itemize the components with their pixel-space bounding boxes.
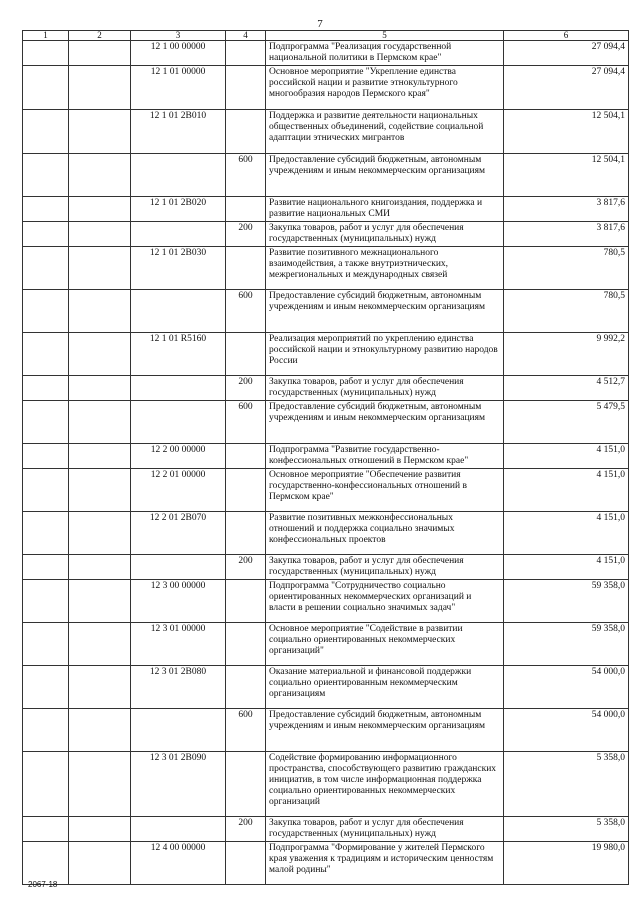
table-row — [23, 817, 629, 842]
cell-col2 — [69, 290, 131, 333]
table-row — [23, 752, 629, 817]
item-name: Закупка товаров, работ и услуг для обеспечения государственных (муниципальных) нужд — [266, 817, 504, 842]
cell-col1 — [23, 666, 69, 709]
cell-col2 — [69, 247, 131, 290]
item-name: Реализация мероприятий по укреплению единства российской нации и этнокультурному развитию народов России — [266, 333, 504, 376]
cell-col1 — [23, 197, 69, 222]
item-name: Предоставление субсидий бюджетным, автономным учреждениям и иным некоммерческим организациям — [266, 154, 504, 197]
target-article-code — [131, 709, 226, 752]
expense-type-code — [226, 580, 266, 623]
item-name: Предоставление субсидий бюджетным, автономным учреждениям и иным некоммерческим организациям — [266, 401, 504, 444]
amount: 9 992,2 — [504, 333, 629, 376]
item-name: Основное мероприятие "Обеспечение развития государственно-конфессиональных отношений в Пермском крае" — [266, 469, 504, 512]
column-number: 5 — [266, 31, 504, 41]
cell-col1 — [23, 41, 69, 66]
expense-type-code — [226, 752, 266, 817]
target-article-code: 12 1 01 00000 — [131, 66, 226, 110]
cell-col1 — [23, 154, 69, 197]
expense-type-code — [226, 469, 266, 512]
cell-col2 — [69, 333, 131, 376]
cell-col2 — [69, 154, 131, 197]
column-number: 6 — [504, 31, 629, 41]
cell-col1 — [23, 469, 69, 512]
cell-col2 — [69, 817, 131, 842]
expense-type-code: 600 — [226, 290, 266, 333]
amount: 4 151,0 — [504, 444, 629, 469]
expense-type-code: 200 — [226, 555, 266, 580]
item-name: Подпрограмма "Реализация государственной национальной политики в Пермском крае" — [266, 41, 504, 66]
item-name: Предоставление субсидий бюджетным, автономным учреждениям и иным некоммерческим организациям — [266, 709, 504, 752]
expense-type-code: 200 — [226, 817, 266, 842]
target-article-code — [131, 376, 226, 401]
column-number: 2 — [69, 31, 131, 41]
target-article-code: 12 2 01 00000 — [131, 469, 226, 512]
cell-col1 — [23, 333, 69, 376]
item-name: Развитие позитивных межконфессиональных отношений и поддержка социально значимых конфессиональных проектов — [266, 512, 504, 555]
table-row — [23, 154, 629, 197]
expense-type-code — [226, 842, 266, 885]
table-row — [23, 376, 629, 401]
item-name: Содействие формированию информационного пространства, способствующего развитию гражданских инициатив, в том числе информационная поддержка социально ориентированных некоммерческих организаций — [266, 752, 504, 817]
column-number: 4 — [226, 31, 266, 41]
cell-col2 — [69, 469, 131, 512]
cell-col1 — [23, 512, 69, 555]
budget-table — [22, 30, 629, 885]
amount: 780,5 — [504, 290, 629, 333]
cell-col2 — [69, 401, 131, 444]
target-article-code — [131, 222, 226, 247]
amount: 780,5 — [504, 247, 629, 290]
expense-type-code — [226, 333, 266, 376]
target-article-code: 12 1 01 2В010 — [131, 110, 226, 154]
table-row — [23, 290, 629, 333]
cell-col2 — [69, 709, 131, 752]
cell-col2 — [69, 752, 131, 817]
target-article-code: 12 3 00 00000 — [131, 580, 226, 623]
cell-col1 — [23, 290, 69, 333]
item-name: Основное мероприятие "Содействие в развитии социально ориентированных некоммерческих организаций" — [266, 623, 504, 666]
item-name: Подпрограмма "Формирование у жителей Пермского края уважения к традициям и историческим ценностям малой родины" — [266, 842, 504, 885]
cell-col2 — [69, 444, 131, 469]
amount: 27 094,4 — [504, 41, 629, 66]
amount: 4 151,0 — [504, 555, 629, 580]
target-article-code: 12 3 01 2В080 — [131, 666, 226, 709]
expense-type-code — [226, 247, 266, 290]
cell-col2 — [69, 512, 131, 555]
expense-type-code — [226, 110, 266, 154]
item-name: Закупка товаров, работ и услуг для обеспечения государственных (муниципальных) нужд — [266, 555, 504, 580]
expense-type-code: 600 — [226, 154, 266, 197]
cell-col1 — [23, 376, 69, 401]
amount: 4 151,0 — [504, 469, 629, 512]
column-number-row — [23, 31, 629, 41]
table-row — [23, 580, 629, 623]
item-name: Развитие позитивного межнационального взаимодействия, а также внутриэтнических, межрегиональных и международных связей — [266, 247, 504, 290]
target-article-code: 12 1 01 2В020 — [131, 197, 226, 222]
item-name: Закупка товаров, работ и услуг для обеспечения государственных (муниципальных) нужд — [266, 376, 504, 401]
table-row — [23, 842, 629, 885]
table-row — [23, 444, 629, 469]
target-article-code — [131, 290, 226, 333]
item-name: Предоставление субсидий бюджетным, автономным учреждениям и иным некоммерческим организациям — [266, 290, 504, 333]
target-article-code — [131, 817, 226, 842]
expense-type-code: 200 — [226, 222, 266, 247]
expense-type-code — [226, 41, 266, 66]
table-row — [23, 666, 629, 709]
target-article-code: 12 1 01 R5160 — [131, 333, 226, 376]
page-number: 7 — [317, 18, 323, 30]
item-name: Развитие национального книгоиздания, поддержка и развитие национальных СМИ — [266, 197, 504, 222]
amount: 12 504,1 — [504, 154, 629, 197]
cell-col1 — [23, 580, 69, 623]
expense-type-code: 600 — [226, 401, 266, 444]
cell-col2 — [69, 197, 131, 222]
target-article-code — [131, 401, 226, 444]
cell-col1 — [23, 623, 69, 666]
item-name: Поддержка и развитие деятельности национальных общественных объединений, содействие социальной адаптации этнических мигрантов — [266, 110, 504, 154]
column-number: 1 — [23, 31, 69, 41]
expense-type-code — [226, 66, 266, 110]
amount: 27 094,4 — [504, 66, 629, 110]
cell-col1 — [23, 110, 69, 154]
cell-col2 — [69, 555, 131, 580]
cell-col2 — [69, 41, 131, 66]
document-code: 2067-18 — [28, 880, 58, 889]
cell-col2 — [69, 66, 131, 110]
target-article-code: 12 2 00 00000 — [131, 444, 226, 469]
expense-type-code — [226, 512, 266, 555]
table-row — [23, 66, 629, 110]
cell-col2 — [69, 842, 131, 885]
expense-type-code: 600 — [226, 709, 266, 752]
item-name: Основное мероприятие "Укрепление единства российской нации и развитие этнокультурного многообразия народов Пермского края" — [266, 66, 504, 110]
cell-col2 — [69, 376, 131, 401]
table-row — [23, 222, 629, 247]
expense-type-code — [226, 666, 266, 709]
cell-col1 — [23, 842, 69, 885]
amount: 5 479,5 — [504, 401, 629, 444]
cell-col1 — [23, 247, 69, 290]
item-name: Подпрограмма "Развитие государственно-конфессиональных отношений в Пермском крае" — [266, 444, 504, 469]
table-row — [23, 709, 629, 752]
amount: 54 000,0 — [504, 666, 629, 709]
table-row — [23, 110, 629, 154]
amount: 4 512,7 — [504, 376, 629, 401]
expense-type-code — [226, 623, 266, 666]
amount: 3 817,6 — [504, 222, 629, 247]
cell-col1 — [23, 401, 69, 444]
target-article-code: 12 3 01 2В090 — [131, 752, 226, 817]
table-row — [23, 469, 629, 512]
target-article-code: 12 1 00 00000 — [131, 41, 226, 66]
table-row — [23, 512, 629, 555]
table-row — [23, 333, 629, 376]
item-name: Закупка товаров, работ и услуг для обеспечения государственных (муниципальных) нужд — [266, 222, 504, 247]
target-article-code — [131, 154, 226, 197]
amount: 4 151,0 — [504, 512, 629, 555]
cell-col1 — [23, 817, 69, 842]
cell-col2 — [69, 110, 131, 154]
target-article-code: 12 4 00 00000 — [131, 842, 226, 885]
amount: 59 358,0 — [504, 623, 629, 666]
amount: 12 504,1 — [504, 110, 629, 154]
table-row — [23, 197, 629, 222]
item-name: Оказание материальной и финансовой поддержки социально ориентированным некоммерческим организациям — [266, 666, 504, 709]
cell-col1 — [23, 709, 69, 752]
cell-col2 — [69, 222, 131, 247]
amount: 5 358,0 — [504, 817, 629, 842]
cell-col1 — [23, 555, 69, 580]
amount: 59 358,0 — [504, 580, 629, 623]
amount: 5 358,0 — [504, 752, 629, 817]
table-row — [23, 555, 629, 580]
table-row — [23, 623, 629, 666]
target-article-code — [131, 555, 226, 580]
amount: 3 817,6 — [504, 197, 629, 222]
target-article-code: 12 2 01 2В070 — [131, 512, 226, 555]
target-article-code: 12 1 01 2В030 — [131, 247, 226, 290]
column-number: 3 — [131, 31, 226, 41]
expense-type-code — [226, 197, 266, 222]
expense-type-code — [226, 444, 266, 469]
cell-col2 — [69, 580, 131, 623]
amount: 19 980,0 — [504, 842, 629, 885]
cell-col1 — [23, 444, 69, 469]
amount: 54 000,0 — [504, 709, 629, 752]
cell-col1 — [23, 752, 69, 817]
expense-type-code: 200 — [226, 376, 266, 401]
cell-col2 — [69, 623, 131, 666]
table-row — [23, 401, 629, 444]
table-row — [23, 41, 629, 66]
cell-col1 — [23, 222, 69, 247]
target-article-code: 12 3 01 00000 — [131, 623, 226, 666]
table-row — [23, 247, 629, 290]
cell-col1 — [23, 66, 69, 110]
cell-col2 — [69, 666, 131, 709]
item-name: Подпрограмма "Сотрудничество социально ориентированных некоммерческих организаций и власти в решении социально значимых задач" — [266, 580, 504, 623]
